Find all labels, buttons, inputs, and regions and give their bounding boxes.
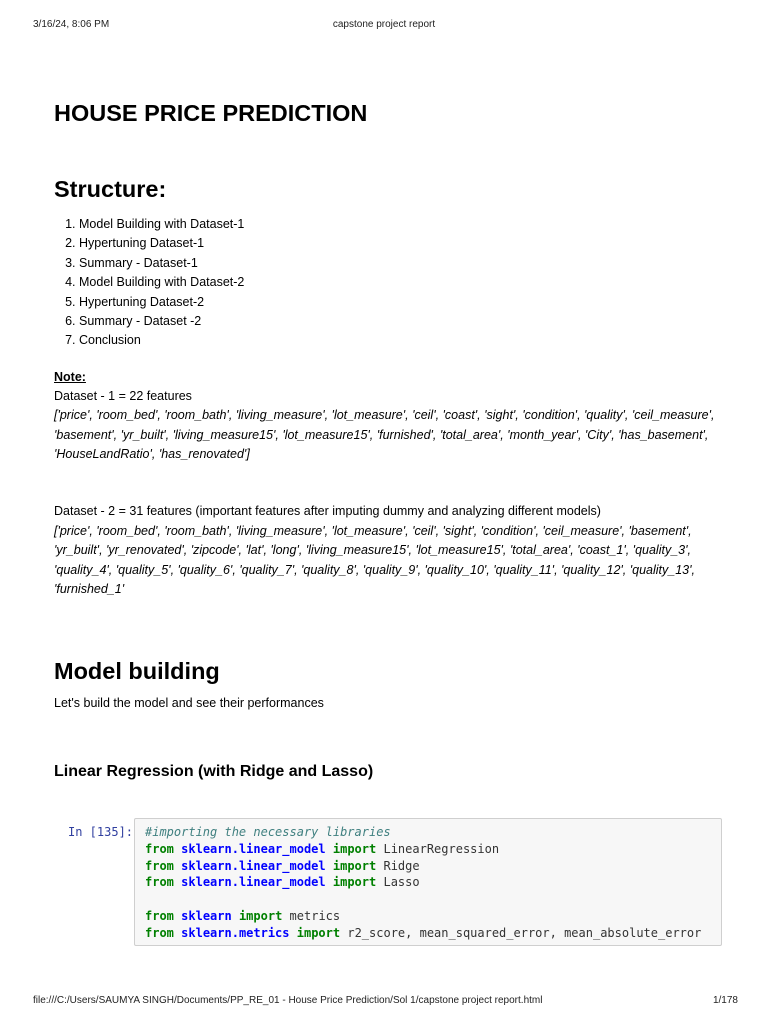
dataset1-features: ['price', 'room_bed', 'room_bath', 'living_measure', 'lot_measure', 'ceil', 'coast', 'sight', 'condition', 'quality', 'ceil_measure', 'basement', 'yr_built', 'living_measure15', 'lot_measure15', 'furnished', 'total_area', 'month_year', 'City', 'has_basement', 'HouseLandRatio', 'has_renovated']: [54, 408, 715, 462]
structure-item: 4. Model Building with Dataset-2: [79, 273, 734, 292]
print-doc-title: capstone project report: [332, 19, 436, 30]
dataset1-label: Dataset - 1 = 22 features: [54, 388, 192, 403]
code-comment: #importing the necessary libraries: [145, 825, 391, 839]
code-keyword: import: [332, 858, 377, 873]
structure-item: 3. Summary - Dataset-1: [79, 254, 734, 273]
code-names: LinearRegression: [383, 841, 500, 856]
code-module: sklearn.linear_model: [181, 875, 326, 890]
code-module: sklearn: [181, 908, 232, 923]
code-line: [135, 858, 721, 875]
structure-list: [54, 215, 734, 351]
structure-item: 2. Hypertuning Dataset-1: [79, 234, 734, 253]
code-keyword: from: [145, 925, 174, 940]
code-line: [135, 891, 721, 908]
code-keyword: import: [238, 908, 283, 923]
code-line: [135, 925, 721, 942]
code-keyword: from: [145, 841, 174, 856]
code-keyword: import: [332, 841, 377, 856]
code-module: sklearn.linear_model: [181, 841, 326, 856]
code-names: metrics: [289, 908, 341, 923]
page-title: HOUSE PRICE PREDICTION: [54, 100, 368, 126]
code-keyword: import: [296, 925, 341, 940]
print-datetime: 3/16/24, 8:06 PM: [33, 19, 110, 30]
print-file-path: file:///C:/Users/SAUMYA SINGH/Documents/PP_RE_01 - House Price Prediction/Sol 1/capstone project report.html: [33, 995, 543, 1006]
structure-item: 6. Summary - Dataset -2: [79, 312, 734, 331]
cell-prompt: In [135]:: [68, 825, 134, 839]
structure-item: 5. Hypertuning Dataset-2: [79, 293, 734, 312]
document-body: [54, 96, 734, 940]
code-line: [135, 824, 721, 841]
code-keyword: from: [145, 858, 174, 873]
linear-regression-heading: Linear Regression (with Ridge and Lasso): [54, 762, 374, 780]
code-module: sklearn.linear_model: [181, 858, 326, 873]
model-building-intro: Let's build the model and see their performances: [54, 695, 324, 710]
print-page-number: 1/178: [712, 995, 738, 1006]
model-building-heading: Model building: [54, 657, 220, 684]
code-line: [135, 874, 721, 891]
code-keyword: import: [332, 875, 377, 890]
code-names: Lasso: [383, 875, 420, 890]
code-names: r2_score, mean_squared_error, mean_absolute_error: [347, 925, 702, 940]
code-module: sklearn.metrics: [181, 925, 290, 940]
code-keyword: from: [145, 875, 174, 890]
dataset2-features: ['price', 'room_bed', 'room_bath', 'living_measure', 'lot_measure', 'ceil', 'sight', 'condition', 'ceil_measure', 'basement', 'yr_built', 'yr_renovated', 'zipcode', 'lat', 'long', 'living_measure15', 'lot_measure15', 'total_area', 'coast_1', 'quality_3', 'quality_4', 'quality_5', 'quality_6', 'quality_7', 'quality_8', 'quality_9', 'quality_10', 'quality_11', 'quality_12', 'quality_13', 'furnished_1': [54, 523, 695, 597]
structure-heading: Structure:: [54, 176, 167, 202]
structure-item: 1. Model Building with Dataset-1: [79, 215, 734, 234]
code-keyword: from: [145, 908, 174, 923]
code-line: [135, 841, 721, 858]
dataset2-label: Dataset - 2 = 31 features (important features after imputing dummy and analyzing different models): [54, 504, 601, 519]
structure-item: 7. Conclusion: [79, 331, 734, 350]
code-lines: [135, 819, 721, 942]
code-editor[interactable]: [134, 818, 722, 946]
note-heading: Note:: [54, 369, 86, 384]
code-names: Ridge: [383, 858, 420, 873]
code-line: [135, 908, 721, 925]
